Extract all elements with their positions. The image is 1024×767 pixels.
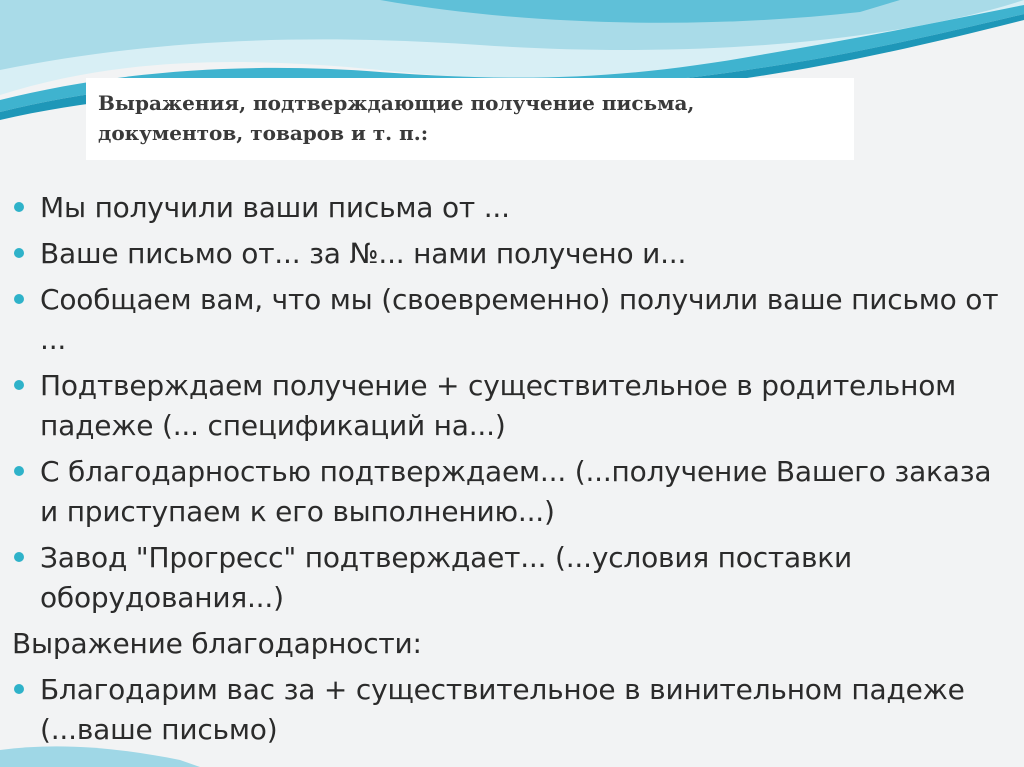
list-item bbox=[12, 188, 1012, 228]
bullet-icon bbox=[14, 202, 24, 212]
bullet-icon bbox=[14, 684, 24, 694]
list-item-text: Благодарим вас за + существительное в винительном падеже (...ваше письмо) bbox=[40, 673, 965, 746]
list-item bbox=[12, 234, 1012, 274]
bullet-icon bbox=[14, 294, 24, 304]
list-item-text: Мы получили ваши письма от ... bbox=[40, 191, 510, 224]
list-item-text: Подтверждаем получение + существительное в родительном падеже (... спецификаций на...) bbox=[40, 369, 957, 442]
bullet-icon bbox=[14, 466, 24, 476]
list-item bbox=[12, 366, 1012, 446]
list-item bbox=[12, 538, 1012, 618]
slide-title: Выражения, подтверждающие получение письма, документов, товаров и т. п.: bbox=[98, 91, 695, 145]
list-item-text: Сообщаем вам, что мы (своевременно) получили ваше письмо от ... bbox=[40, 283, 999, 356]
list-item-text: Завод "Прогресс" подтверждает... (...условия поставки оборудования...) bbox=[40, 541, 852, 614]
list-item bbox=[12, 452, 1012, 532]
list-item-text: Ваше письмо от... за №... нами получено и... bbox=[40, 237, 687, 270]
slide-content bbox=[12, 188, 1012, 756]
bullet-icon bbox=[14, 552, 24, 562]
bullet-icon bbox=[14, 248, 24, 258]
bullet-icon bbox=[14, 380, 24, 390]
bottom-wave-decoration bbox=[0, 720, 1024, 767]
list-item bbox=[12, 280, 1012, 360]
section-heading: Выражение благодарности: bbox=[12, 627, 422, 660]
title-box bbox=[86, 78, 854, 160]
list-item-text: С благодарностью подтверждаем... (...получение Вашего заказа и приступаем к его выполнению...) bbox=[40, 455, 992, 528]
